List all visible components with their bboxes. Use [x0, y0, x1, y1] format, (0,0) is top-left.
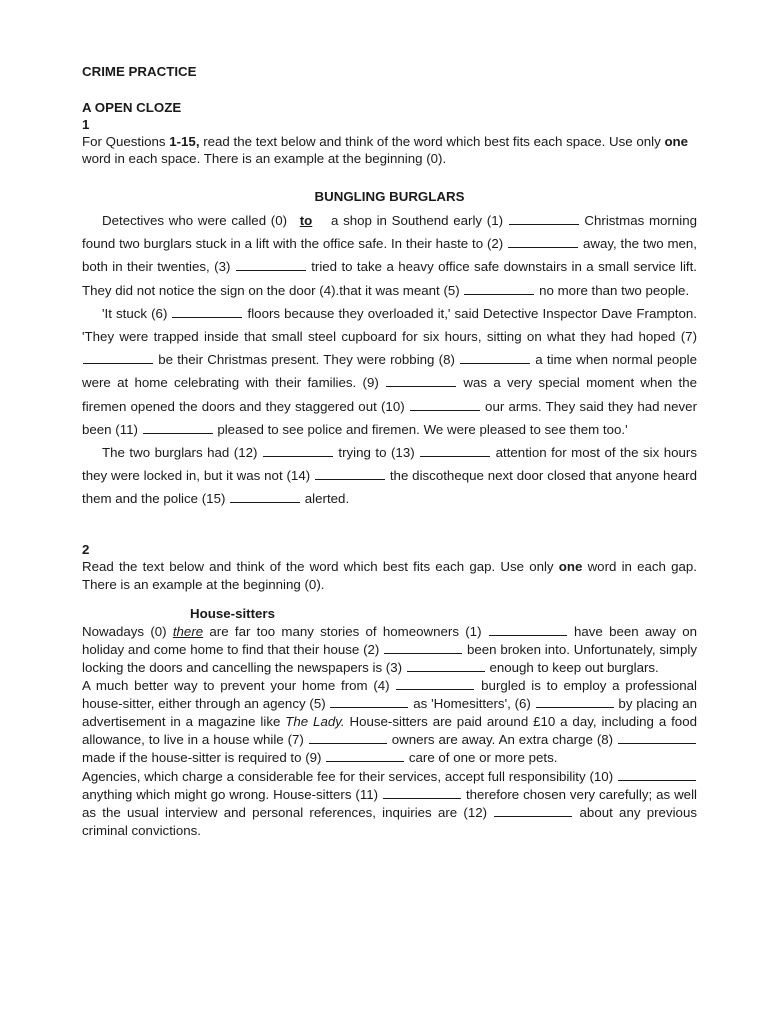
example-answer: there [172, 623, 204, 639]
gap-7[interactable] [309, 731, 387, 744]
gap-3[interactable] [407, 659, 485, 672]
instructions: Read the text below and think of the word which best fits each gap. Use only one word in each gap. There is an example at the beginning (0). [82, 558, 697, 592]
gap-6[interactable] [172, 305, 242, 318]
paragraph: Detectives who were called (0) to a shop in Southend early (1) Christmas morning found two burglars stuck in a lift with the office safe. In their haste to (2) away, the two men, both in their twenties, (3) tried to take a heavy office safe downstairs in a small service lift. They did not notice the sign on the door (4).that it was meant (5) no more than two people. [82, 213, 698, 298]
gap-11[interactable] [383, 786, 461, 799]
paragraph: Nowadays (0) there are far too many stories of homeowners (1) have been away on holiday and come home to find that their house (2) been broken into. Unfortunately, simply locking the doors and cancelling the newspapers is (3) enough to keep out burglars. [82, 623, 697, 676]
gap-12[interactable] [263, 444, 333, 457]
gap-2[interactable] [384, 641, 462, 654]
gap-13[interactable] [420, 444, 490, 457]
gap-11[interactable] [143, 421, 213, 434]
gap-1[interactable] [489, 623, 567, 636]
story-title: BUNGLING BURGLARS [314, 189, 465, 204]
gap-5[interactable] [330, 695, 408, 708]
gap-15[interactable] [230, 490, 300, 503]
gap-9[interactable] [386, 374, 456, 387]
paragraph: A much better way to prevent your home from (4) burgled is to employ a professional house-sitter, either through an agency (5) as 'Homesitters', (6) by placing an advertisement in a magazine like The Lady. House-sitters are paid around £10 a day, including a food allowance, to live in a house while (7) owners are away. An extra charge (8) made if the house-sitter is required to (9) care of one or more pets. [82, 678, 697, 766]
gap-3[interactable] [236, 258, 306, 271]
paragraph: 'It stuck (6) floors because they overloaded it,' said Detective Inspector Dave Frampton. 'They were trapped inside that small steel cupboard for six hours, sitting on what they had hoped (7) be their Christmas present. They were robbing (8) a time when normal people were at home celebrating with their families. (9) was a very special moment when the firemen opened the doors and they staggered out (10) our arms. They said they had never been (11) pleased to see police and firemen. We were pleased to see them too.' [82, 305, 697, 437]
gap-12[interactable] [494, 804, 572, 817]
section-2 [82, 541, 697, 840]
paragraph: Agencies, which charge a considerable fee for their services, accept full responsibility (10) anything which might go wrong. House-sitters (11) therefore chosen very carefully; as well as the usual interview and personal references, inquiries are (12) about any previous criminal convictions. [82, 768, 697, 838]
gap-7[interactable] [83, 351, 153, 364]
instructions: For Questions 1-15, read the text below and think of the word which best fits each space. Use only one word in each space. There is an example at the beginning (0). [82, 134, 689, 166]
example-answer: to [299, 213, 313, 228]
gap-9[interactable] [326, 749, 404, 762]
gap-2[interactable] [508, 235, 578, 248]
question-number: 2 [82, 541, 90, 557]
gap-10[interactable] [618, 768, 696, 781]
page-title: CRIME PRACTICE [82, 64, 197, 79]
paragraph: The two burglars had (12) trying to (13) attention for most of the six hours they were locked in, but it was not (14) the discotheque next door closed that anyone heard them and the police (15) alerted. [82, 445, 697, 507]
section-heading: A OPEN CLOZE [82, 100, 182, 115]
cloze-text [82, 209, 697, 511]
question-number: 1 [82, 117, 90, 132]
story-title: House-sitters [190, 605, 275, 621]
gap-14[interactable] [315, 467, 385, 480]
gap-10[interactable] [410, 398, 480, 411]
worksheet-page [82, 63, 697, 840]
magazine-title: The Lady. [285, 714, 345, 730]
section-1 [82, 99, 697, 511]
gap-5[interactable] [464, 282, 534, 295]
gap-6[interactable] [536, 695, 614, 708]
gap-8[interactable] [460, 351, 530, 364]
gap-1[interactable] [509, 212, 579, 225]
gap-4[interactable] [396, 677, 474, 690]
gap-8[interactable] [618, 731, 696, 744]
